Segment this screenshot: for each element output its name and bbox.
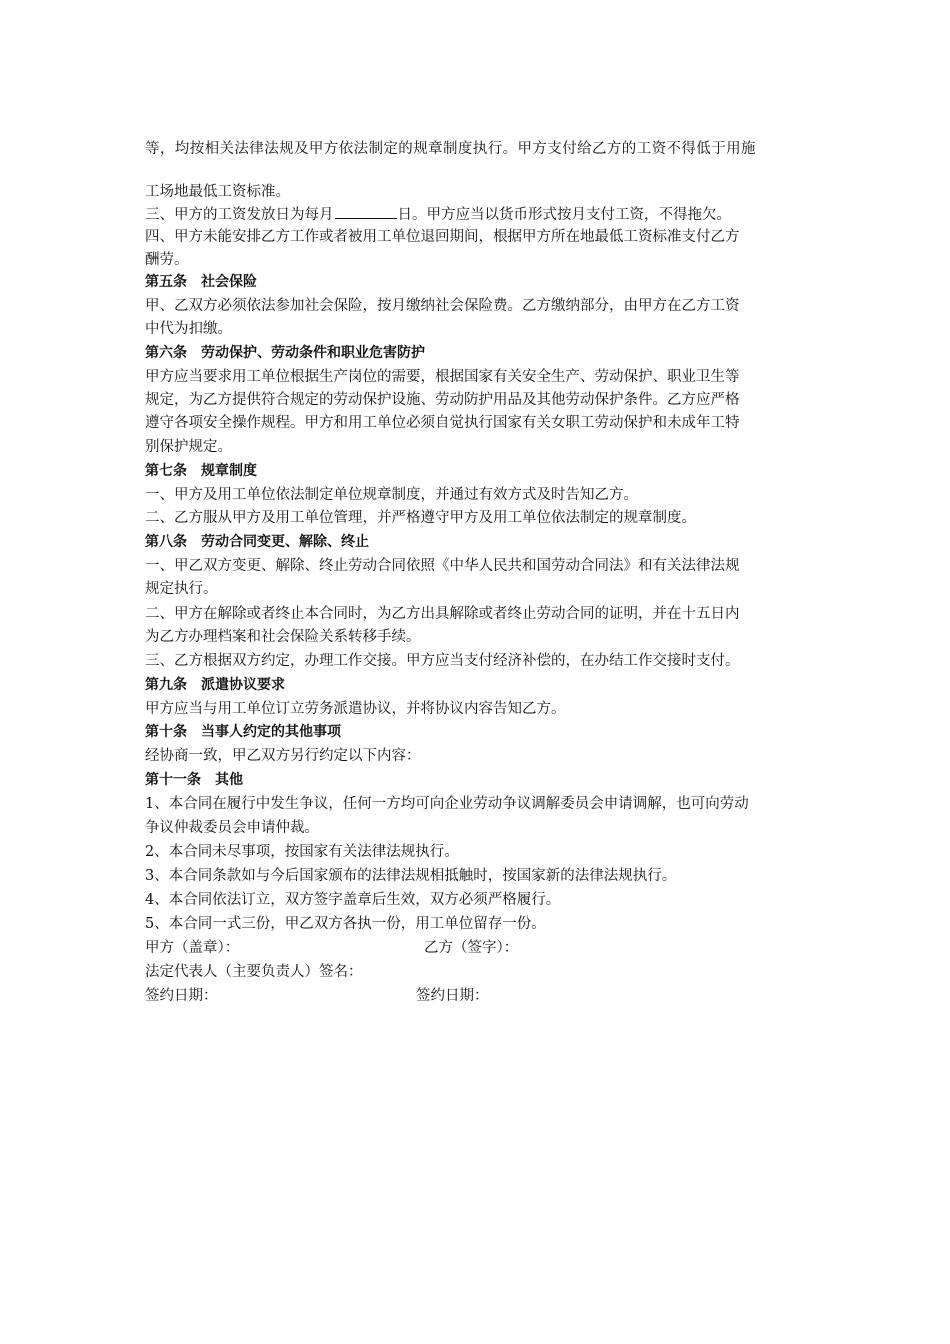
legal-representative-signature-label: 法定代表人（主要负责人）签名：: [145, 964, 363, 980]
section-heading: 第十一条 其他: [145, 772, 243, 788]
paragraph-line: 1、本合同在履行中发生争议，任何一方均可向企业劳动争议调解委员会申请调解，也可向劳动: [145, 796, 749, 812]
paragraph-line: 工场地最低工资标准。: [145, 184, 290, 200]
paragraph-line: 二、甲方在解除或者终止本合同时，为乙方出具解除或者终止劳动合同的证明，并在十五日内: [145, 606, 740, 622]
paragraph-line: 规定，为乙方提供符合规定的劳动保护设施、劳动防护用品及其他劳动保护条件。乙方应严格: [145, 392, 740, 408]
party-a-sign-date-label: 签约日期：: [145, 988, 218, 1004]
paragraph-line: 遵守各项安全操作规程。甲方和用工单位必须自觉执行国家有关女职工劳动保护和未成年工特: [145, 415, 740, 431]
paragraph-line: 争议仲裁委员会申请仲裁。: [145, 820, 319, 836]
paragraph-line: 三、乙方根据双方约定，办理工作交接。甲方应当支付经济补偿的，在办结工作交接时支付。: [145, 653, 740, 669]
paragraph-line: 一、甲乙双方变更、解除、终止劳动合同依照《中华人民共和国劳动合同法》和有关法律法规: [145, 558, 740, 574]
party-a-seal-label: 甲方（盖章）：: [145, 940, 240, 956]
paragraph-line: 规定执行。: [145, 581, 218, 597]
section-heading: 第十条 当事人约定的其他事项: [145, 724, 341, 740]
paragraph-line: 一、甲方及用工单位依法制定单位规章制度，并通过有效方式及时告知乙方。: [145, 487, 638, 503]
paragraph-line: 甲、乙双方必须依法参加社会保险，按月缴纳社会保险费。乙方缴纳部分，由甲方在乙方工资: [145, 298, 740, 314]
paragraph-line: 酬劳。: [145, 252, 189, 268]
paragraph-line: 4、本合同依法订立，双方签字盖章后生效，双方必须严格履行。: [145, 892, 561, 908]
paragraph-line: 等，均按相关法律法规及甲方依法制定的规章制度执行。甲方支付给乙方的工资不得低于用施: [145, 141, 756, 157]
paragraph-line: 经协商一致，甲乙双方另行约定以下内容：: [145, 748, 421, 764]
section-heading: 第七条 规章制度: [145, 463, 257, 479]
paragraph-line: 四、甲方未能安排乙方工作或者被用工单位退回期间，根据甲方所在地最低工资标准支付乙方: [145, 229, 740, 245]
paragraph-line: 为乙方办理档案和社会保险关系转移手续。: [145, 629, 421, 645]
payday-blank: [335, 204, 397, 219]
paragraph-line: 3、本合同条款如与今后国家颁布的法律法规相抵触时，按国家新的法律法规执行。: [145, 868, 677, 884]
party-b-signature-label: 乙方（签字）：: [424, 940, 519, 956]
paragraph-line: 甲方应当要求用工单位根据生产岗位的需要，根据国家有关安全生产、劳动保护、职业卫生等: [145, 369, 740, 385]
section-heading: 第五条 社会保险: [145, 274, 257, 290]
paragraph-line: 中代为扣缴。: [145, 321, 232, 337]
wage-payday-line: [145, 204, 731, 225]
paragraph-line: 5、本合同一式三份，甲乙双方各执一份，用工单位留存一份。: [145, 916, 546, 932]
party-b-sign-date-label: 签约日期：: [416, 988, 489, 1004]
paragraph-line: 二、乙方服从甲方及用工单位管理，并严格遵守甲方及用工单位依法制定的规章制度。: [145, 510, 696, 526]
paragraph-line: 2、本合同未尽事项，按国家有关法律法规执行。: [145, 844, 459, 860]
paragraph-line: 甲方应当与用工单位订立劳务派遣协议，并将协议内容告知乙方。: [145, 701, 566, 717]
paragraph-line: 别保护规定。: [145, 439, 232, 455]
paragraph-text: 日。甲方应当以货币形式按月支付工资，不得拖欠。: [397, 207, 731, 223]
paragraph-text: 三、甲方的工资发放日为每月: [145, 207, 334, 223]
section-heading: 第九条 派遣协议要求: [145, 677, 285, 693]
section-heading: 第八条 劳动合同变更、解除、终止: [145, 534, 369, 550]
section-heading: 第六条 劳动保护、劳动条件和职业危害防护: [145, 345, 425, 361]
